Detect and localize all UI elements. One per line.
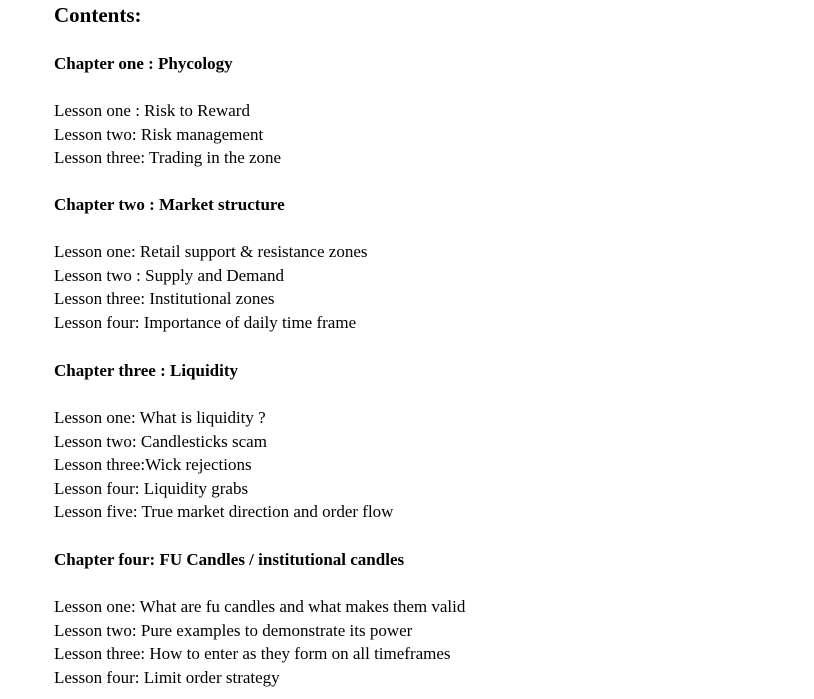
lesson-item: Lesson two : Supply and Demand xyxy=(54,265,284,285)
lesson-item: Lesson two: Pure examples to demonstrate its power xyxy=(54,620,413,640)
lesson-item: Lesson one: What is liquidity ? xyxy=(54,408,266,427)
lesson-item: Lesson four: Importance of daily time frame xyxy=(54,312,357,332)
lesson-list xyxy=(54,406,794,524)
chapter-section xyxy=(54,193,794,334)
lesson-list xyxy=(54,240,794,334)
lesson-list xyxy=(54,595,794,689)
chapter-title: Chapter four: FU Candles / institutional candles xyxy=(54,550,405,569)
lesson-item: Lesson three: How to enter as they form on all timeframes xyxy=(54,644,451,664)
chapter-section xyxy=(54,548,794,689)
lesson-item: Lesson one : Risk to Reward xyxy=(54,101,250,120)
contents-heading: Contents: xyxy=(54,3,142,27)
chapter-section xyxy=(54,52,794,170)
chapter-section xyxy=(54,359,794,524)
lesson-item: Lesson five: True market direction and order flow xyxy=(54,502,394,522)
lesson-item: Lesson three: Trading in the zone xyxy=(54,148,282,168)
lesson-item: Lesson three:Wick rejections xyxy=(54,455,252,475)
chapter-title: Chapter one : Phycology xyxy=(54,54,233,73)
lesson-item: Lesson one: Retail support & resistance zones xyxy=(54,242,368,261)
lesson-item: Lesson two: Candlesticks scam xyxy=(54,431,267,451)
lesson-item: Lesson one: What are fu candles and what makes them valid xyxy=(54,597,466,616)
chapter-title: Chapter two : Market structure xyxy=(54,195,285,214)
lesson-item: Lesson four: Liquidity grabs xyxy=(54,478,249,498)
chapter-title: Chapter three : Liquidity xyxy=(54,361,239,380)
lesson-list xyxy=(54,99,794,170)
lesson-item: Lesson four: Limit order strategy xyxy=(54,667,280,687)
lesson-item: Lesson three: Institutional zones xyxy=(54,289,275,309)
lesson-item: Lesson two: Risk management xyxy=(54,124,264,144)
